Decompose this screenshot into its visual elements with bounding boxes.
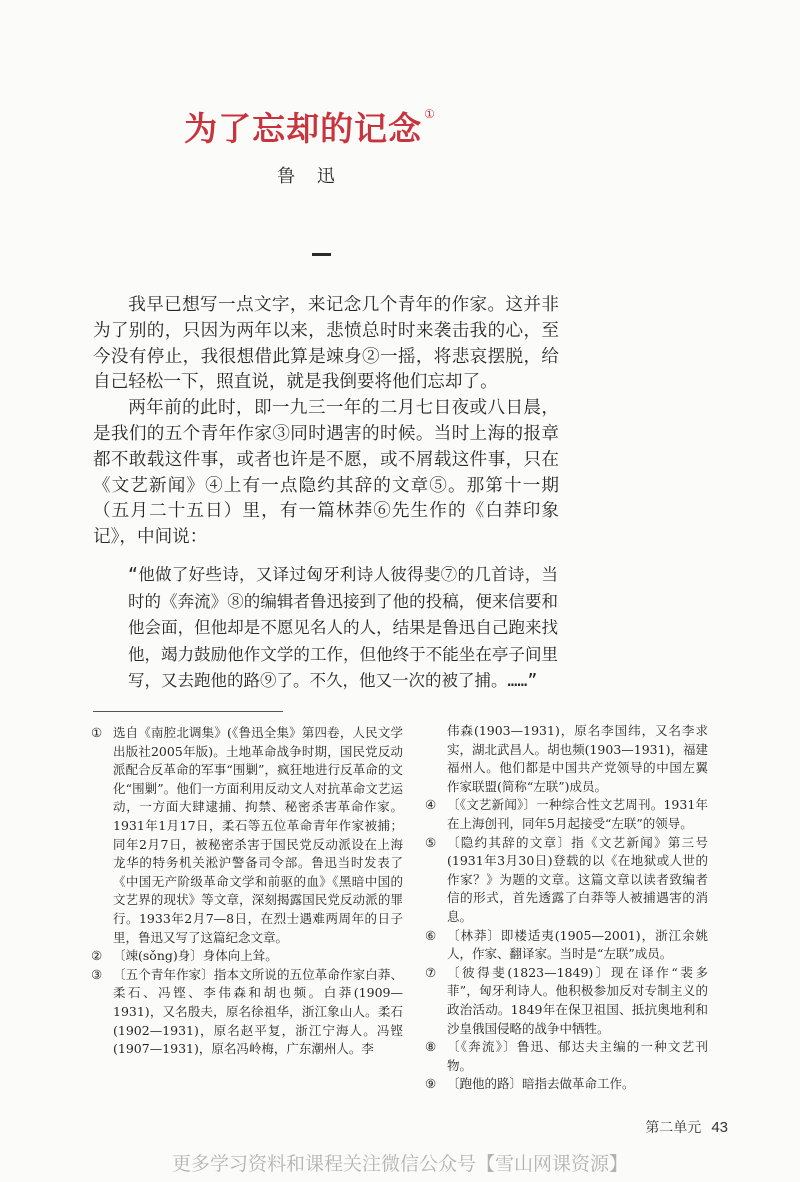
page-footer [645, 1117, 728, 1137]
footnotes-left-column [91, 724, 403, 1059]
footnote-7 [425, 964, 708, 1038]
footnote-5 [425, 834, 708, 927]
main-text [93, 293, 559, 551]
footnote-text: 〔彼得斐(1823—1849)〕现在译作“裴多菲”，匈牙利诗人。他积极参加反对专制主义的政治活动。1849年在保卫祖国、抵抗奥地利和沙皇俄国侵略的战争中牺牲。 [447, 964, 708, 1036]
title-text: 为了忘却的记念 [184, 109, 423, 148]
footnote-text: 〔跑他的路〕暗指去做革命工作。 [447, 1076, 635, 1092]
footnote-1 [91, 724, 403, 947]
footnote-number: ③ [91, 966, 103, 982]
paragraph-2: 两年前的此时，即一九三一年的二月七日夜或八日晨，是我们的五个青年作家③同时遇害的时候。当时上海的报章都不敢载这件事，或者也许是不愿，或不屑载这件事，只在《文艺新闻》④上有一点隐约其辞的文章⑤。那第十一期（五月二十五日）里，有一篇林莽⑥先生作的《白莽印象记》，中间说： [93, 398, 559, 548]
watermark-text: 更多学习资料和课程关注微信公众号【雪山网课资源】 [171, 1153, 628, 1175]
footnote-number: ⑦ [425, 964, 437, 980]
footnote-number: ⑨ [425, 1076, 437, 1092]
footnote-number: ⑤ [425, 834, 437, 850]
footnote-number: ⑥ [425, 927, 437, 943]
footnote-text: 〔《奔流》〕鲁迅、郁达夫主编的一种文艺刊物。 [447, 1039, 708, 1073]
footnote-number: ④ [425, 797, 437, 813]
footnote-divider [93, 711, 283, 712]
block-quote: “他做了好些诗，又译过匈牙利诗人彼得斐⑦的几首诗，当时的《奔流》⑧的编辑者鲁迅接到了他的投稿，便来信要和他会面，但他却是不愿见名人的人，结果是鲁迅自己跑来找他，竭力鼓励他作文学的工作，但他终于不能坐在亭子间里写，又去跑他的路⑨了。不久，他又一次的被了捕。……” [128, 565, 558, 690]
footnote-number: ① [91, 725, 103, 740]
footnote-2 [91, 947, 403, 966]
page-title [0, 103, 620, 150]
author-name: 鲁 迅 [277, 166, 343, 187]
footnote-text: 选自《南腔北调集》(《鲁迅全集》第四卷，人民文学出版社2005年版)。土地革命战争时期，国民党反动派配合反革命的军事“围剿”，疯狂地进行反革命的文化“围剿”。他们一方面利用反动文人对抗革命文艺运动，一方面大肆逮捕、拘禁、秘密杀害革命作家。1931年1月17日，柔石等五位革命青年作家被捕；同年2月7日，被秘密杀害于国民党反动派设在上海龙华的特务机关淞沪警备司令部。鲁迅当时发表了《中国无产阶级革命文学和前驱的血》《黑暗中国的文艺界的现状》等文章，深刻揭露国民党反动派的罪行。1933年2月7—8日，在烈士遇难两周年的日子里，鲁迅又写了这篇纪念文章。 [113, 725, 403, 945]
footnote-9 [425, 1075, 708, 1094]
title-footnote-marker: ① [424, 107, 436, 121]
footnote-number: ② [91, 948, 103, 964]
footnote-4 [425, 796, 708, 833]
footnote-text: 〔隐约其辞的文章〕指《文艺新闻》第三号(1931年3月30日)登载的以《在地狱或人世的作家？》为题的文章。这篇文章以读者致编者信的形式，首先透露了白莽等人被捕遇害的消息。 [447, 834, 708, 924]
section-number [312, 253, 331, 256]
footnote-6 [425, 927, 708, 964]
footnote-3-continuation: 伟森(1903—1931)，原名李国纬，又名李求实，湖北武昌人。胡也频(1903—1931)，福建福州人。他们都是中国共产党领导的中国左翼作家联盟(简称“左联”)成员。 [447, 723, 708, 794]
unit-label: 第二单元 [645, 1120, 702, 1136]
footnote-text: 〔五个青年作家〕指本文所说的五位革命作家白莽、柔石、冯铿、李伟森和胡也频。白莽(1909—1931)，又名殷夫，原名徐祖华，浙江象山人。柔石(1902—1931)，原名赵平复，浙江宁海人。冯铿(1907—1931)，原名冯岭梅，广东潮州人。李 [113, 966, 403, 1057]
footnote-text: 〔《文艺新闻》〕一种综合性文艺周刊。1931年在上海创刊，同年5月起接受“左联”的领导。 [447, 797, 708, 831]
footnote-3 [91, 966, 403, 1059]
page-number: 43 [711, 1119, 728, 1136]
footnotes-right-column [425, 722, 708, 1094]
paragraph-1: 我早已想写一点文字，来记念几个青年的作家。这并非为了别的，只因为两年以来，悲愤总时时来袭击我的心，至今没有停止，我很想借此算是竦身②一摇，将悲哀摆脱，给自己轻松一下，照直说，就是我倒要将他们忘却了。 [93, 295, 559, 393]
footnote-text: 〔林莽〕即楼适夷(1905—2001)，浙江余姚人，作家、翻译家。当时是“左联”成员。 [447, 927, 708, 962]
footnote-8 [425, 1038, 708, 1075]
footnote-number: ⑧ [425, 1039, 437, 1055]
footnote-text: 〔竦(sǒng)身〕身体向上耸。 [113, 948, 278, 964]
